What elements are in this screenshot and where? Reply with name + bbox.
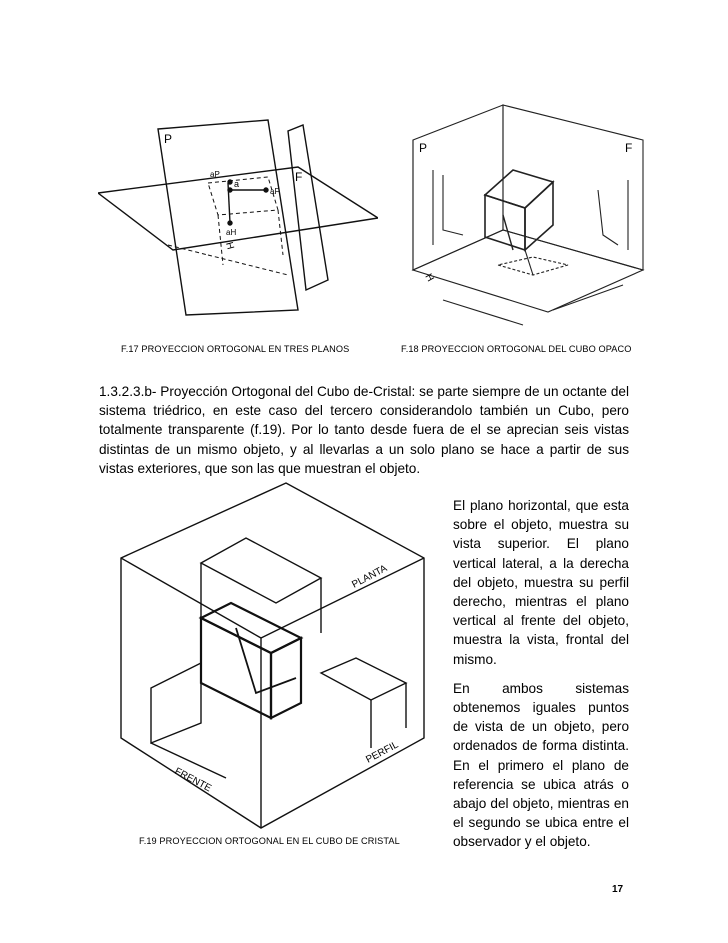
side-paragraph-2: En ambos sistemas obtenemos iguales puntos de vista de un objeto, pero ordenados de forma distinta. En el primero el plano de referencia se ubica atrás o abajo del objeto, mientras en el segundo se ubica entre el observador y el objeto. <box>453 680 629 850</box>
f17-caption: F.17 PROYECCION ORTOGONAL EN TRES PLANOS <box>121 344 350 354</box>
f17-label-ap: aP <box>210 170 220 179</box>
f19-label-frente: FRENTE <box>172 765 214 795</box>
f19-caption: F.19 PROYECCION ORTOGONAL EN EL CUBO DE CRISTAL <box>139 836 400 846</box>
f17-label-p: P <box>164 132 173 146</box>
figure-f18 <box>403 100 648 335</box>
f17-label-af: aF <box>270 187 280 196</box>
f17-label-h: H <box>223 240 236 251</box>
f17-label-ah: aH <box>226 228 237 237</box>
f18-caption: F.18 PROYECCION ORTOGONAL DEL CUBO OPACO <box>401 344 632 354</box>
f17-label-f: F <box>295 170 303 184</box>
f18-label-f: F <box>625 141 633 155</box>
figure-f19 <box>106 478 436 838</box>
body-paragraph: 1.3.2.3.b- Proyección Ortogonal del Cubo de-Cristal: se parte siempre de un octante del sistema triédrico, en este caso del tercero considerandolo también un Cubo, pero totalmente transparente (f.19). Por lo tanto desde fuera de el se aprecian seis vistas distintas de un mismo objeto, y al llevarlas a un solo plano se hace a partir de sus vistas exteriores, que son las que muestran el objeto. <box>99 384 629 476</box>
figure-f17 <box>98 115 378 325</box>
page-number: 17 <box>612 884 624 895</box>
f19-label-planta: PLANTA <box>350 563 390 591</box>
f19-label-perfil: PERFIL <box>364 739 401 766</box>
side-paragraph-1: El plano horizontal, que esta sobre el objeto, muestra su vista superior. El plano vertical lateral, a la derecha del objeto, muestra su perfil derecho, mientras el plano vertical al frente del objeto, muestra la vista, frontal del mismo. <box>453 498 629 667</box>
f17-label-a: a <box>234 179 240 189</box>
f18-label-h: H <box>422 272 436 284</box>
f18-label-p: P <box>419 141 428 155</box>
side-text <box>453 496 629 862</box>
